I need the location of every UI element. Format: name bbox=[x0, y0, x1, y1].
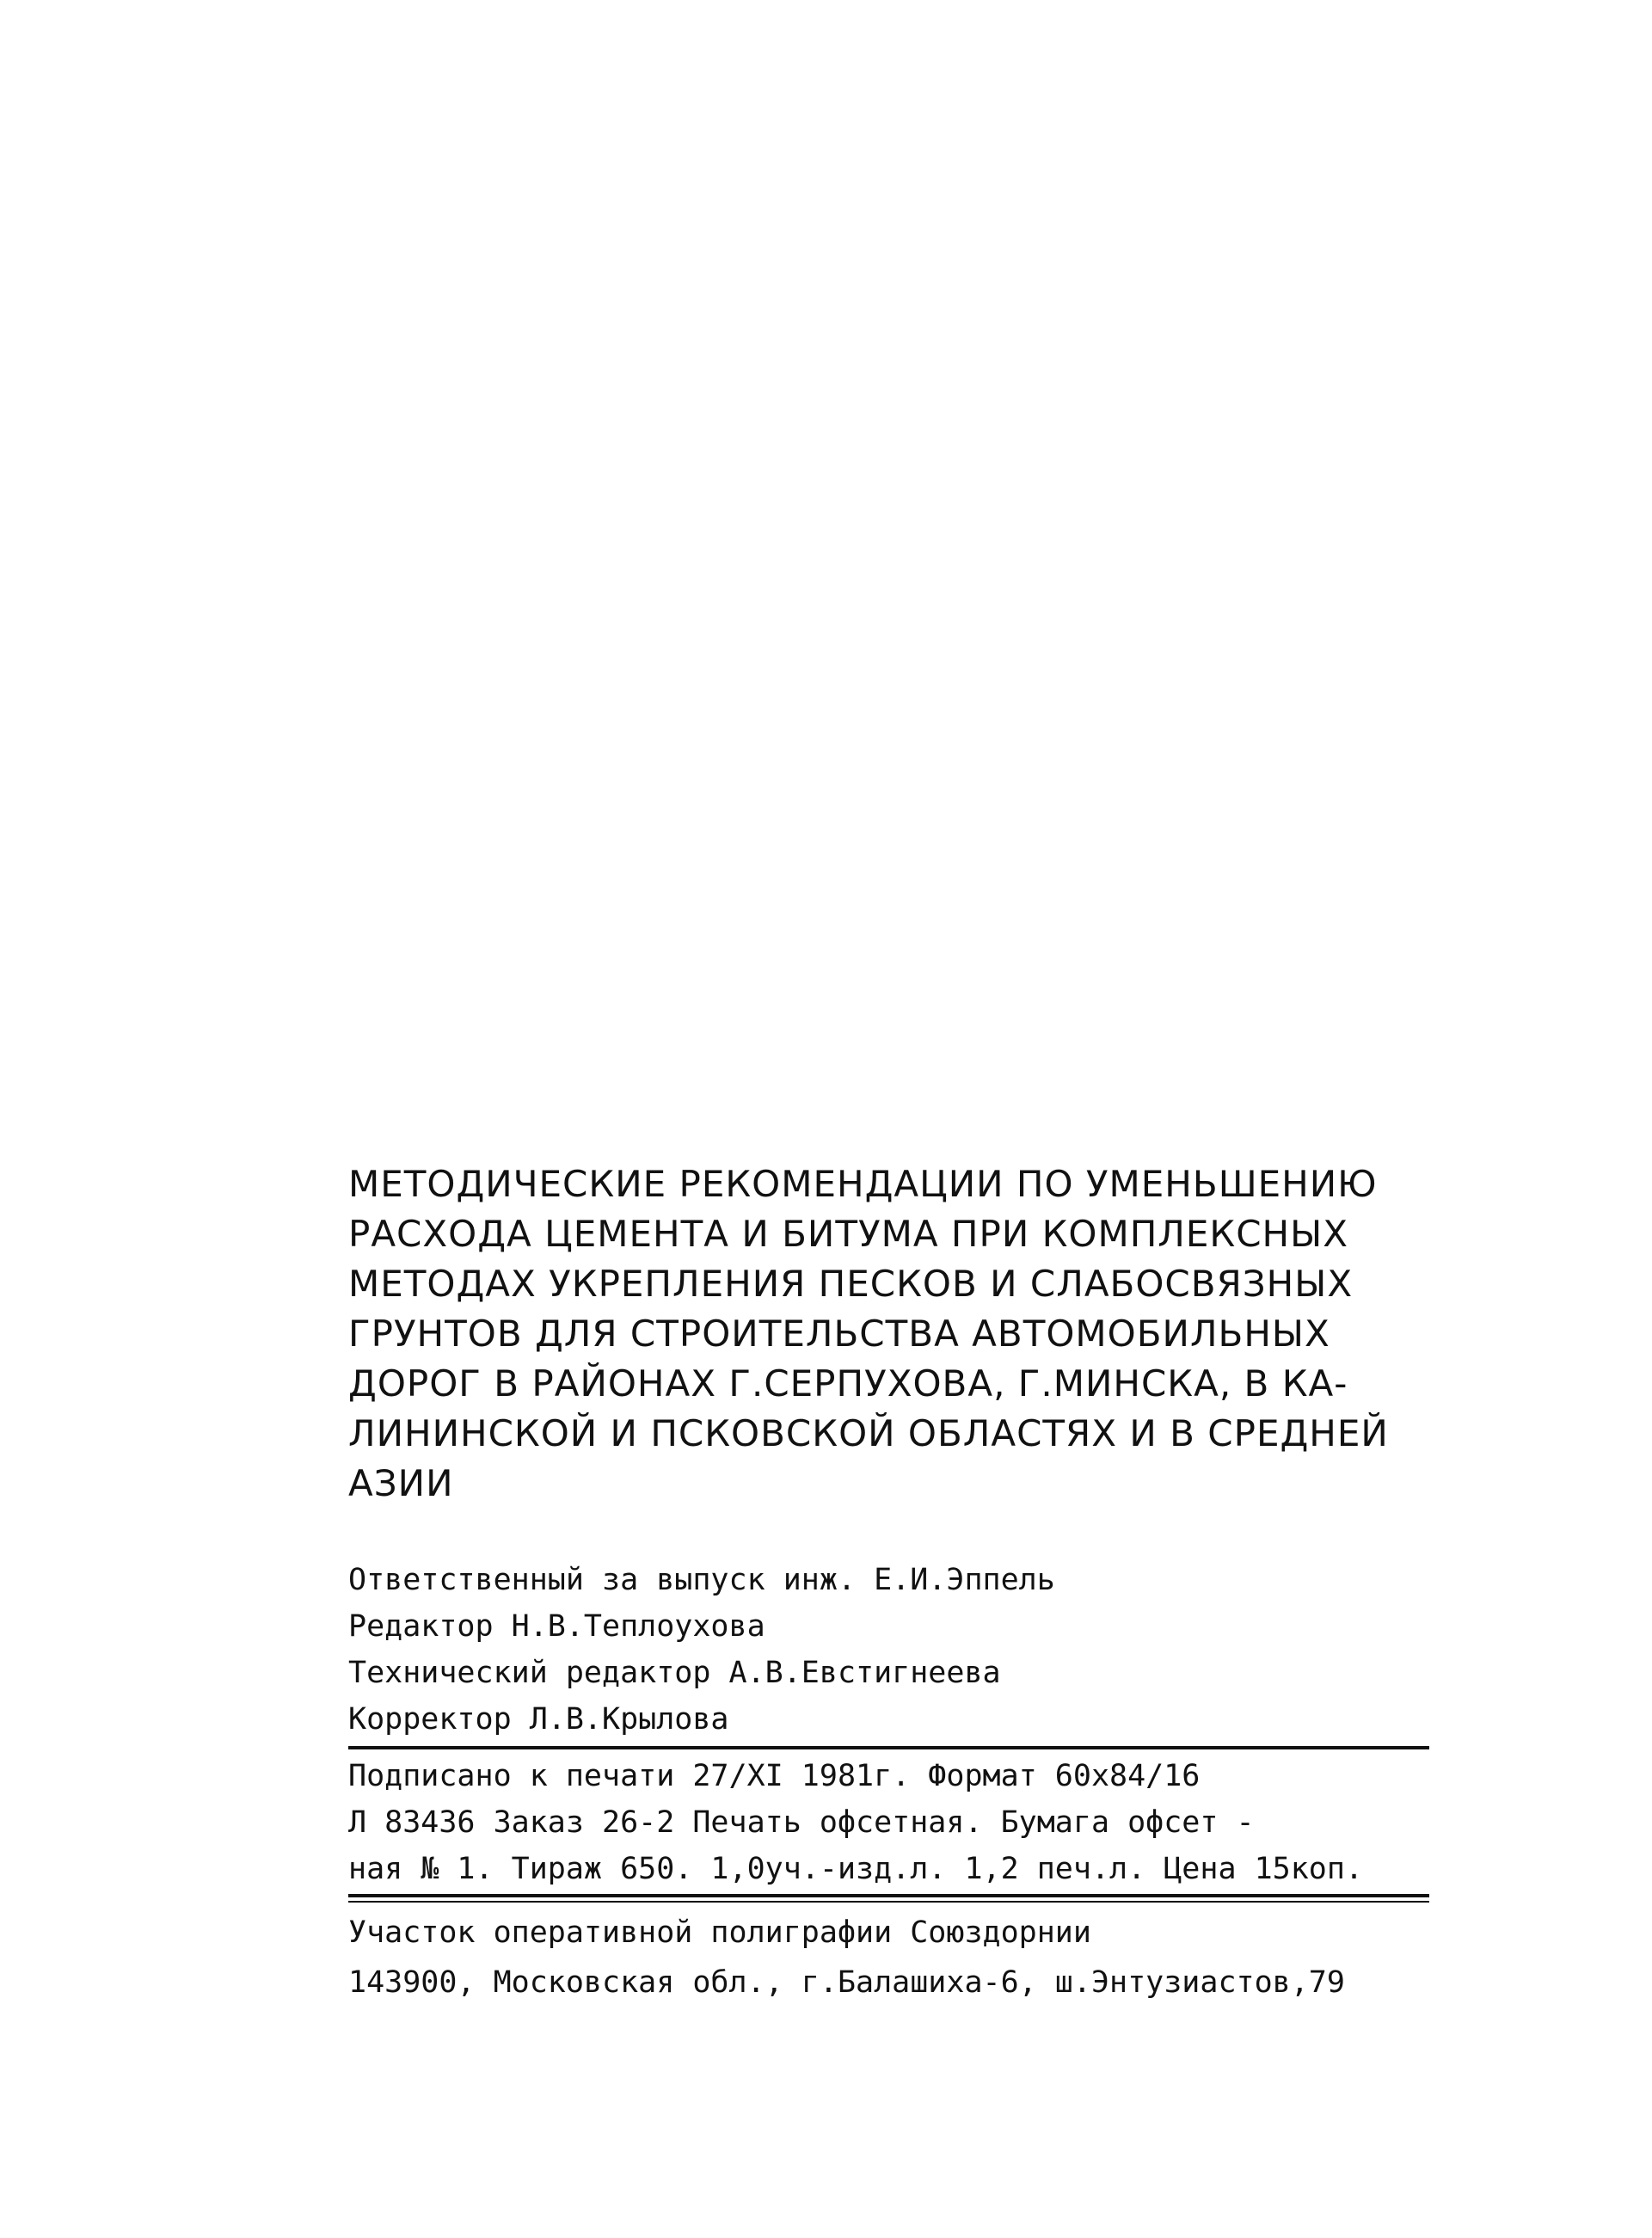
divider-bottom bbox=[348, 1894, 1429, 1897]
credit-editor: Редактор Н.В.Теплоухова bbox=[348, 1609, 765, 1644]
title-line-2: РАСХОДА ЦЕМЕНТА И БИТУМА ПРИ КОМПЛЕКСНЫХ bbox=[348, 1213, 1348, 1255]
title-line-7: АЗИИ bbox=[348, 1462, 454, 1504]
title-line-1: МЕТОДИЧЕСКИЕ РЕКОМЕНДАЦИИ ПО УМЕНЬШЕНИЮ bbox=[348, 1163, 1378, 1205]
title-line-5: ДОРОГ В РАЙОНАХ Г.СЕРПУХОВА, Г.МИНСКА, В КА- bbox=[348, 1362, 1348, 1405]
title-line-6: ЛИНИНСКОЙ И ПСКОВСКОЙ ОБЛАСТЯХ И В СРЕДНЕЙ bbox=[348, 1412, 1389, 1454]
printer-info bbox=[348, 1903, 1432, 2007]
credit-proofreader: Корректор Л.В.Крылова bbox=[348, 1702, 729, 1737]
imprint bbox=[348, 1749, 1432, 1892]
imprint-line-1: Подписано к печати 27/XI 1981г. Формат 60х84/16 bbox=[348, 1759, 1201, 1793]
imprint-line-2: Л 83436 Заказ 26-2 Печать офсетная. Бумага офсет - bbox=[348, 1805, 1255, 1840]
printer-name: Участок оперативной полиграфии Союздорнии bbox=[348, 1915, 1091, 1950]
printer-address: 143900, Московская обл., г.Балашиха-6, ш.Энтузиастов,79 bbox=[348, 1965, 1345, 2000]
document-title bbox=[348, 1159, 1432, 1509]
credit-responsible: Ответственный за выпуск инж. Е.И.Эппель bbox=[348, 1563, 1055, 1597]
title-line-3: МЕТОДАХ УКРЕПЛЕНИЯ ПЕСКОВ И СЛАБОСВЯЗНЫХ bbox=[348, 1263, 1354, 1305]
imprint-line-3: ная № 1. Тираж 650. 1,0уч.-изд.л. 1,2 печ.л. Цена 15коп. bbox=[348, 1852, 1364, 1886]
credit-technical-editor: Технический редактор А.В.Евстигнеева bbox=[348, 1656, 1001, 1690]
credits bbox=[348, 1557, 1432, 1743]
colophon bbox=[348, 1159, 1432, 2007]
title-line-4: ГРУНТОВ ДЛЯ СТРОИТЕЛЬСТВА АВТОМОБИЛЬНЫХ bbox=[348, 1313, 1330, 1355]
